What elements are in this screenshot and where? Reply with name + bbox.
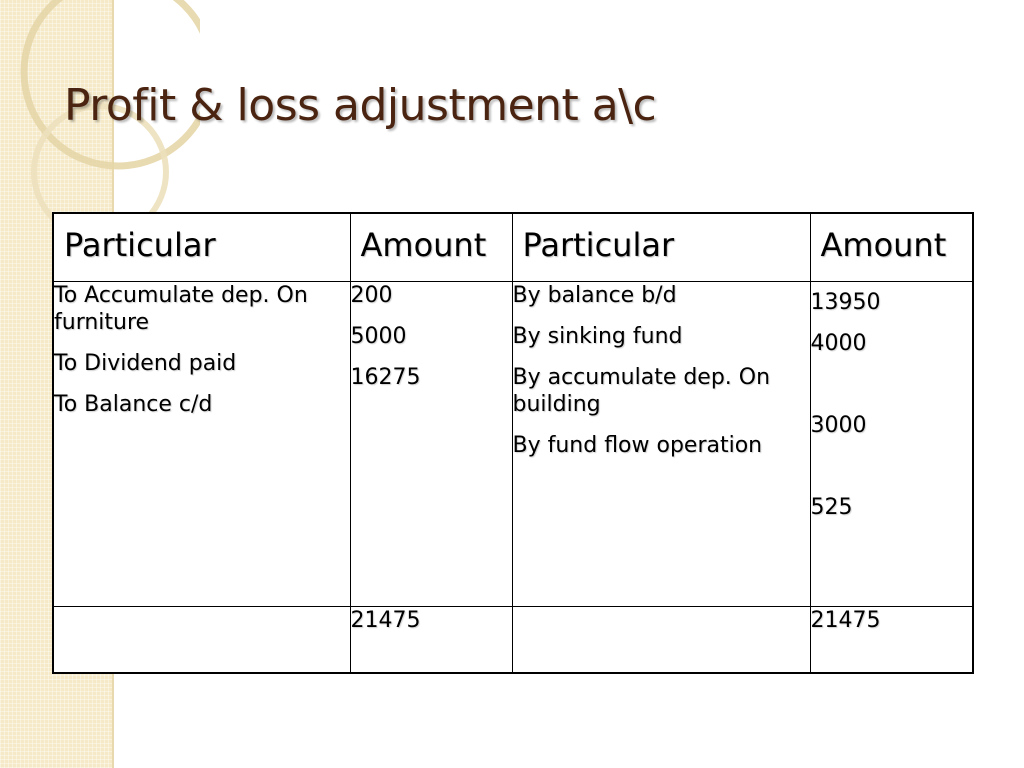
header-row (53, 213, 973, 281)
debit-amounts-cell (350, 281, 512, 606)
totals-row (53, 607, 973, 673)
debit-total: 21475 (350, 607, 512, 673)
credit-amount: 4000 (810, 330, 867, 356)
credit-total: 21475 (810, 608, 881, 634)
credit-entry: By sinking fund (512, 323, 683, 349)
slide-title: Profit & loss adjustment a\c (64, 80, 657, 131)
debit-particulars-cell (53, 281, 350, 606)
credit-total-label-cell (512, 607, 810, 673)
debit-amount: 200 (350, 282, 393, 308)
credit-amount: 525 (810, 494, 853, 520)
header-amount-debit: Amount (350, 213, 512, 281)
credit-particulars-cell (512, 281, 810, 606)
credit-amounts-cell (810, 281, 973, 606)
debit-entry: To Dividend paid (54, 350, 237, 376)
header-amount-credit: Amount (810, 213, 973, 281)
debit-amount: 16275 (350, 364, 421, 390)
credit-entry: By fund flow operation (512, 432, 763, 458)
debit-amount: 5000 (350, 323, 407, 349)
credit-entry: By balance b/d (512, 282, 677, 308)
credit-amount: 3000 (810, 412, 867, 438)
header-particular-debit: Particular (53, 213, 350, 281)
credit-amount: 13950 (810, 289, 881, 315)
ledger-table (52, 212, 974, 674)
debit-entry: To Accumulate dep. On furniture (54, 282, 308, 335)
entries-row (53, 281, 973, 606)
debit-total-label-cell (53, 607, 350, 673)
header-particular-credit: Particular (512, 213, 810, 281)
debit-entry: To Balance c/d (54, 391, 213, 417)
credit-entry: By accumulate dep. On building (512, 364, 771, 417)
